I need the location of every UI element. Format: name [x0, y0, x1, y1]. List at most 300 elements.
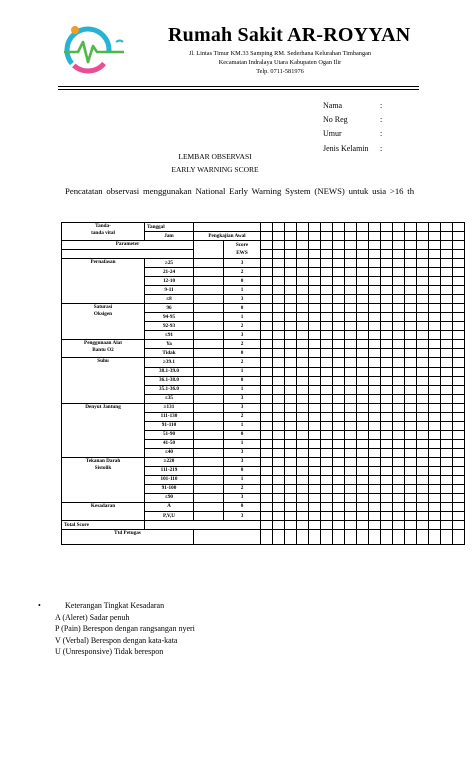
observation-cell[interactable]: [369, 457, 381, 466]
observation-cell[interactable]: [333, 512, 345, 521]
observation-cell[interactable]: [429, 493, 441, 502]
observation-cell[interactable]: [429, 223, 441, 232]
observation-cell[interactable]: [441, 385, 453, 394]
observation-cell[interactable]: [285, 466, 297, 475]
observation-cell[interactable]: [369, 412, 381, 421]
observation-cell[interactable]: [429, 512, 441, 521]
observation-cell[interactable]: [273, 286, 285, 295]
observation-cell[interactable]: [297, 457, 309, 466]
observation-cell[interactable]: [429, 349, 441, 358]
observation-cell[interactable]: [321, 448, 333, 457]
observation-cell[interactable]: [297, 313, 309, 322]
observation-cell[interactable]: [285, 223, 297, 232]
observation-cell[interactable]: [309, 484, 321, 493]
observation-cell[interactable]: [321, 322, 333, 331]
observation-cell[interactable]: [285, 331, 297, 340]
observation-cell[interactable]: [369, 259, 381, 268]
observation-cell[interactable]: [321, 286, 333, 295]
observation-cell[interactable]: [285, 385, 297, 394]
observation-cell[interactable]: [417, 322, 429, 331]
observation-cell[interactable]: [429, 530, 441, 545]
observation-cell[interactable]: [453, 376, 465, 385]
observation-cell[interactable]: [441, 295, 453, 304]
observation-cell[interactable]: [309, 340, 321, 349]
observation-cell[interactable]: [369, 521, 381, 530]
observation-cell[interactable]: [429, 358, 441, 367]
observation-cell[interactable]: [297, 439, 309, 448]
observation-cell[interactable]: [357, 241, 369, 250]
observation-cell[interactable]: [357, 259, 369, 268]
observation-cell[interactable]: [369, 286, 381, 295]
observation-cell[interactable]: [357, 448, 369, 457]
observation-cell[interactable]: [369, 484, 381, 493]
observation-cell[interactable]: [285, 394, 297, 403]
observation-cell[interactable]: [345, 502, 357, 511]
observation-cell[interactable]: [405, 457, 417, 466]
observation-cell[interactable]: [393, 475, 405, 484]
observation-cell[interactable]: [369, 322, 381, 331]
observation-cell[interactable]: [345, 439, 357, 448]
observation-cell[interactable]: [417, 259, 429, 268]
observation-cell[interactable]: [309, 385, 321, 394]
observation-cell[interactable]: [417, 530, 429, 545]
observation-cell[interactable]: [273, 475, 285, 484]
observation-cell[interactable]: [453, 241, 465, 250]
observation-cell[interactable]: [357, 412, 369, 421]
observation-cell[interactable]: [273, 394, 285, 403]
observation-cell[interactable]: [453, 394, 465, 403]
observation-cell[interactable]: [357, 286, 369, 295]
observation-cell[interactable]: [381, 331, 393, 340]
observation-cell[interactable]: [285, 376, 297, 385]
observation-cell[interactable]: [297, 268, 309, 277]
observation-cell[interactable]: [261, 232, 273, 241]
observation-cell[interactable]: [453, 421, 465, 430]
observation-cell[interactable]: [273, 421, 285, 430]
observation-cell[interactable]: [453, 403, 465, 412]
observation-cell[interactable]: [429, 304, 441, 313]
observation-cell[interactable]: [273, 430, 285, 439]
observation-cell[interactable]: [345, 394, 357, 403]
observation-cell[interactable]: [309, 457, 321, 466]
observation-cell[interactable]: [333, 502, 345, 511]
observation-cell[interactable]: [393, 223, 405, 232]
observation-cell[interactable]: [345, 268, 357, 277]
observation-cell[interactable]: [309, 331, 321, 340]
observation-cell[interactable]: [393, 484, 405, 493]
observation-cell[interactable]: [261, 367, 273, 376]
observation-cell[interactable]: [297, 304, 309, 313]
observation-cell[interactable]: [345, 484, 357, 493]
observation-cell[interactable]: [381, 313, 393, 322]
observation-cell[interactable]: [285, 530, 297, 545]
observation-cell[interactable]: [393, 232, 405, 241]
observation-cell[interactable]: [297, 530, 309, 545]
observation-cell[interactable]: [417, 466, 429, 475]
observation-cell[interactable]: [405, 493, 417, 502]
observation-cell[interactable]: [417, 313, 429, 322]
observation-cell[interactable]: [285, 322, 297, 331]
observation-cell[interactable]: [405, 322, 417, 331]
observation-cell[interactable]: [369, 349, 381, 358]
observation-cell[interactable]: [405, 430, 417, 439]
observation-cell[interactable]: [261, 484, 273, 493]
observation-cell[interactable]: [333, 277, 345, 286]
observation-cell[interactable]: [309, 376, 321, 385]
observation-cell[interactable]: [333, 259, 345, 268]
observation-cell[interactable]: [369, 421, 381, 430]
observation-cell[interactable]: [297, 466, 309, 475]
observation-cell[interactable]: [273, 457, 285, 466]
observation-cell[interactable]: [261, 295, 273, 304]
observation-cell[interactable]: [333, 241, 345, 250]
observation-cell[interactable]: [309, 521, 321, 530]
observation-cell[interactable]: [345, 412, 357, 421]
observation-cell[interactable]: [333, 322, 345, 331]
observation-cell[interactable]: [381, 241, 393, 250]
observation-cell[interactable]: [453, 430, 465, 439]
observation-cell[interactable]: [333, 403, 345, 412]
observation-cell[interactable]: [321, 484, 333, 493]
observation-cell[interactable]: [357, 376, 369, 385]
observation-cell[interactable]: [417, 268, 429, 277]
observation-cell[interactable]: [285, 304, 297, 313]
observation-cell[interactable]: [381, 530, 393, 545]
observation-cell[interactable]: [297, 512, 309, 521]
observation-cell[interactable]: [273, 277, 285, 286]
observation-cell[interactable]: [321, 349, 333, 358]
observation-cell[interactable]: [345, 475, 357, 484]
observation-cell[interactable]: [429, 403, 441, 412]
observation-cell[interactable]: [321, 394, 333, 403]
observation-cell[interactable]: [429, 241, 441, 250]
observation-cell[interactable]: [321, 521, 333, 530]
observation-cell[interactable]: [441, 376, 453, 385]
observation-cell[interactable]: [321, 512, 333, 521]
observation-cell[interactable]: [393, 313, 405, 322]
observation-cell[interactable]: [333, 358, 345, 367]
observation-cell[interactable]: [357, 313, 369, 322]
observation-cell[interactable]: [333, 286, 345, 295]
observation-cell[interactable]: [321, 493, 333, 502]
observation-cell[interactable]: [321, 241, 333, 250]
observation-cell[interactable]: [441, 493, 453, 502]
observation-cell[interactable]: [429, 340, 441, 349]
observation-cell[interactable]: [417, 403, 429, 412]
observation-cell[interactable]: [297, 241, 309, 250]
observation-cell[interactable]: [297, 484, 309, 493]
observation-cell[interactable]: [393, 457, 405, 466]
observation-cell[interactable]: [345, 322, 357, 331]
observation-cell[interactable]: [405, 530, 417, 545]
observation-cell[interactable]: [345, 259, 357, 268]
observation-cell[interactable]: [261, 521, 273, 530]
observation-cell[interactable]: [417, 412, 429, 421]
observation-cell[interactable]: [261, 502, 273, 511]
observation-cell[interactable]: [405, 421, 417, 430]
observation-cell[interactable]: [333, 394, 345, 403]
observation-cell[interactable]: [381, 277, 393, 286]
observation-cell[interactable]: [321, 358, 333, 367]
observation-cell[interactable]: [405, 512, 417, 521]
observation-cell[interactable]: [429, 259, 441, 268]
observation-cell[interactable]: [441, 259, 453, 268]
observation-cell[interactable]: [369, 376, 381, 385]
observation-cell[interactable]: [369, 502, 381, 511]
observation-cell[interactable]: [453, 223, 465, 232]
observation-cell[interactable]: [369, 493, 381, 502]
observation-cell[interactable]: [393, 349, 405, 358]
observation-cell[interactable]: [333, 340, 345, 349]
observation-cell[interactable]: [357, 268, 369, 277]
observation-cell[interactable]: [393, 448, 405, 457]
observation-cell[interactable]: [381, 403, 393, 412]
observation-cell[interactable]: [441, 430, 453, 439]
observation-cell[interactable]: [345, 367, 357, 376]
observation-cell[interactable]: [309, 286, 321, 295]
observation-cell[interactable]: [381, 268, 393, 277]
observation-cell[interactable]: [429, 331, 441, 340]
observation-cell[interactable]: [393, 530, 405, 545]
observation-cell[interactable]: [297, 475, 309, 484]
observation-cell[interactable]: [357, 512, 369, 521]
observation-cell[interactable]: [453, 277, 465, 286]
observation-cell[interactable]: [273, 268, 285, 277]
observation-cell[interactable]: [345, 466, 357, 475]
observation-cell[interactable]: [333, 295, 345, 304]
observation-cell[interactable]: [333, 367, 345, 376]
observation-cell[interactable]: [309, 322, 321, 331]
observation-cell[interactable]: [261, 313, 273, 322]
observation-cell[interactable]: [321, 367, 333, 376]
observation-cell[interactable]: [441, 367, 453, 376]
observation-cell[interactable]: [357, 484, 369, 493]
observation-cell[interactable]: [285, 295, 297, 304]
observation-cell[interactable]: [321, 457, 333, 466]
observation-cell[interactable]: [297, 521, 309, 530]
observation-cell[interactable]: [417, 331, 429, 340]
observation-cell[interactable]: [261, 448, 273, 457]
observation-cell[interactable]: [309, 430, 321, 439]
observation-cell[interactable]: [381, 466, 393, 475]
observation-cell[interactable]: [453, 331, 465, 340]
observation-cell[interactable]: [297, 403, 309, 412]
observation-cell[interactable]: [405, 277, 417, 286]
observation-cell[interactable]: [357, 250, 369, 259]
observation-cell[interactable]: [369, 304, 381, 313]
observation-cell[interactable]: [333, 412, 345, 421]
observation-cell[interactable]: [417, 430, 429, 439]
observation-cell[interactable]: [417, 385, 429, 394]
observation-cell[interactable]: [285, 259, 297, 268]
observation-cell[interactable]: [417, 448, 429, 457]
observation-cell[interactable]: [333, 484, 345, 493]
observation-cell[interactable]: [393, 430, 405, 439]
observation-cell[interactable]: [405, 313, 417, 322]
observation-cell[interactable]: [357, 430, 369, 439]
observation-cell[interactable]: [405, 304, 417, 313]
observation-cell[interactable]: [453, 385, 465, 394]
observation-cell[interactable]: [321, 223, 333, 232]
observation-cell[interactable]: [357, 340, 369, 349]
observation-cell[interactable]: [357, 304, 369, 313]
observation-cell[interactable]: [297, 277, 309, 286]
observation-cell[interactable]: [297, 259, 309, 268]
observation-cell[interactable]: [273, 367, 285, 376]
observation-cell[interactable]: [309, 367, 321, 376]
observation-cell[interactable]: [405, 340, 417, 349]
observation-cell[interactable]: [441, 331, 453, 340]
observation-cell[interactable]: [393, 394, 405, 403]
observation-cell[interactable]: [393, 286, 405, 295]
observation-cell[interactable]: [453, 259, 465, 268]
observation-cell[interactable]: [285, 421, 297, 430]
observation-cell[interactable]: [429, 430, 441, 439]
observation-cell[interactable]: [345, 340, 357, 349]
observation-cell[interactable]: [333, 466, 345, 475]
observation-cell[interactable]: [453, 367, 465, 376]
observation-cell[interactable]: [369, 394, 381, 403]
observation-cell[interactable]: [441, 232, 453, 241]
observation-cell[interactable]: [345, 232, 357, 241]
observation-cell[interactable]: [309, 421, 321, 430]
observation-cell[interactable]: [261, 322, 273, 331]
observation-cell[interactable]: [285, 241, 297, 250]
observation-cell[interactable]: [309, 439, 321, 448]
observation-cell[interactable]: [381, 412, 393, 421]
observation-cell[interactable]: [417, 349, 429, 358]
observation-cell[interactable]: [405, 241, 417, 250]
observation-cell[interactable]: [393, 439, 405, 448]
observation-cell[interactable]: [321, 421, 333, 430]
observation-cell[interactable]: [441, 484, 453, 493]
observation-cell[interactable]: [285, 286, 297, 295]
observation-cell[interactable]: [357, 322, 369, 331]
observation-cell[interactable]: [405, 484, 417, 493]
observation-cell[interactable]: [309, 349, 321, 358]
observation-cell[interactable]: [273, 376, 285, 385]
observation-cell[interactable]: [429, 232, 441, 241]
observation-cell[interactable]: [429, 521, 441, 530]
observation-cell[interactable]: [393, 367, 405, 376]
observation-cell[interactable]: [429, 421, 441, 430]
observation-cell[interactable]: [357, 502, 369, 511]
observation-cell[interactable]: [297, 232, 309, 241]
observation-cell[interactable]: [405, 394, 417, 403]
observation-cell[interactable]: [333, 430, 345, 439]
observation-cell[interactable]: [285, 403, 297, 412]
observation-cell[interactable]: [429, 250, 441, 259]
observation-cell[interactable]: [321, 295, 333, 304]
observation-cell[interactable]: [285, 340, 297, 349]
observation-cell[interactable]: [453, 512, 465, 521]
observation-cell[interactable]: [297, 502, 309, 511]
observation-cell[interactable]: [357, 530, 369, 545]
observation-cell[interactable]: [381, 385, 393, 394]
observation-cell[interactable]: [285, 430, 297, 439]
observation-cell[interactable]: [405, 358, 417, 367]
observation-cell[interactable]: [321, 331, 333, 340]
observation-cell[interactable]: [285, 358, 297, 367]
observation-cell[interactable]: [309, 241, 321, 250]
observation-cell[interactable]: [429, 322, 441, 331]
observation-cell[interactable]: [405, 349, 417, 358]
observation-cell[interactable]: [309, 313, 321, 322]
observation-cell[interactable]: [357, 277, 369, 286]
observation-cell[interactable]: [429, 394, 441, 403]
observation-cell[interactable]: [357, 295, 369, 304]
observation-cell[interactable]: [345, 521, 357, 530]
observation-cell[interactable]: [441, 421, 453, 430]
observation-cell[interactable]: [297, 358, 309, 367]
observation-cell[interactable]: [345, 223, 357, 232]
observation-cell[interactable]: [333, 421, 345, 430]
observation-cell[interactable]: [381, 367, 393, 376]
observation-cell[interactable]: [381, 295, 393, 304]
observation-cell[interactable]: [369, 358, 381, 367]
observation-cell[interactable]: [429, 466, 441, 475]
observation-cell[interactable]: [381, 304, 393, 313]
observation-cell[interactable]: [405, 376, 417, 385]
observation-cell[interactable]: [357, 385, 369, 394]
observation-cell[interactable]: [261, 530, 273, 545]
observation-cell[interactable]: [381, 421, 393, 430]
observation-cell[interactable]: [369, 512, 381, 521]
observation-cell[interactable]: [405, 268, 417, 277]
observation-cell[interactable]: [357, 331, 369, 340]
observation-cell[interactable]: [441, 286, 453, 295]
observation-cell[interactable]: [273, 530, 285, 545]
observation-cell[interactable]: [297, 394, 309, 403]
observation-cell[interactable]: [321, 304, 333, 313]
observation-cell[interactable]: [333, 268, 345, 277]
observation-cell[interactable]: [261, 439, 273, 448]
observation-cell[interactable]: [309, 475, 321, 484]
observation-cell[interactable]: [441, 412, 453, 421]
observation-cell[interactable]: [261, 466, 273, 475]
observation-cell[interactable]: [297, 340, 309, 349]
observation-cell[interactable]: [321, 259, 333, 268]
observation-cell[interactable]: [261, 259, 273, 268]
observation-cell[interactable]: [369, 385, 381, 394]
observation-cell[interactable]: [453, 521, 465, 530]
observation-cell[interactable]: [357, 457, 369, 466]
observation-cell[interactable]: [393, 502, 405, 511]
observation-cell[interactable]: [369, 439, 381, 448]
observation-cell[interactable]: [309, 448, 321, 457]
observation-cell[interactable]: [309, 493, 321, 502]
observation-cell[interactable]: [261, 331, 273, 340]
observation-cell[interactable]: [405, 223, 417, 232]
observation-cell[interactable]: [273, 358, 285, 367]
observation-cell[interactable]: [453, 322, 465, 331]
observation-cell[interactable]: [453, 493, 465, 502]
observation-cell[interactable]: [357, 521, 369, 530]
observation-cell[interactable]: [273, 403, 285, 412]
observation-cell[interactable]: [309, 259, 321, 268]
observation-cell[interactable]: [309, 530, 321, 545]
observation-cell[interactable]: [261, 376, 273, 385]
observation-cell[interactable]: [405, 295, 417, 304]
observation-cell[interactable]: [261, 241, 273, 250]
observation-cell[interactable]: [321, 412, 333, 421]
observation-cell[interactable]: [285, 457, 297, 466]
observation-cell[interactable]: [417, 295, 429, 304]
observation-cell[interactable]: [309, 394, 321, 403]
observation-cell[interactable]: [345, 403, 357, 412]
observation-cell[interactable]: [417, 367, 429, 376]
observation-cell[interactable]: [417, 512, 429, 521]
